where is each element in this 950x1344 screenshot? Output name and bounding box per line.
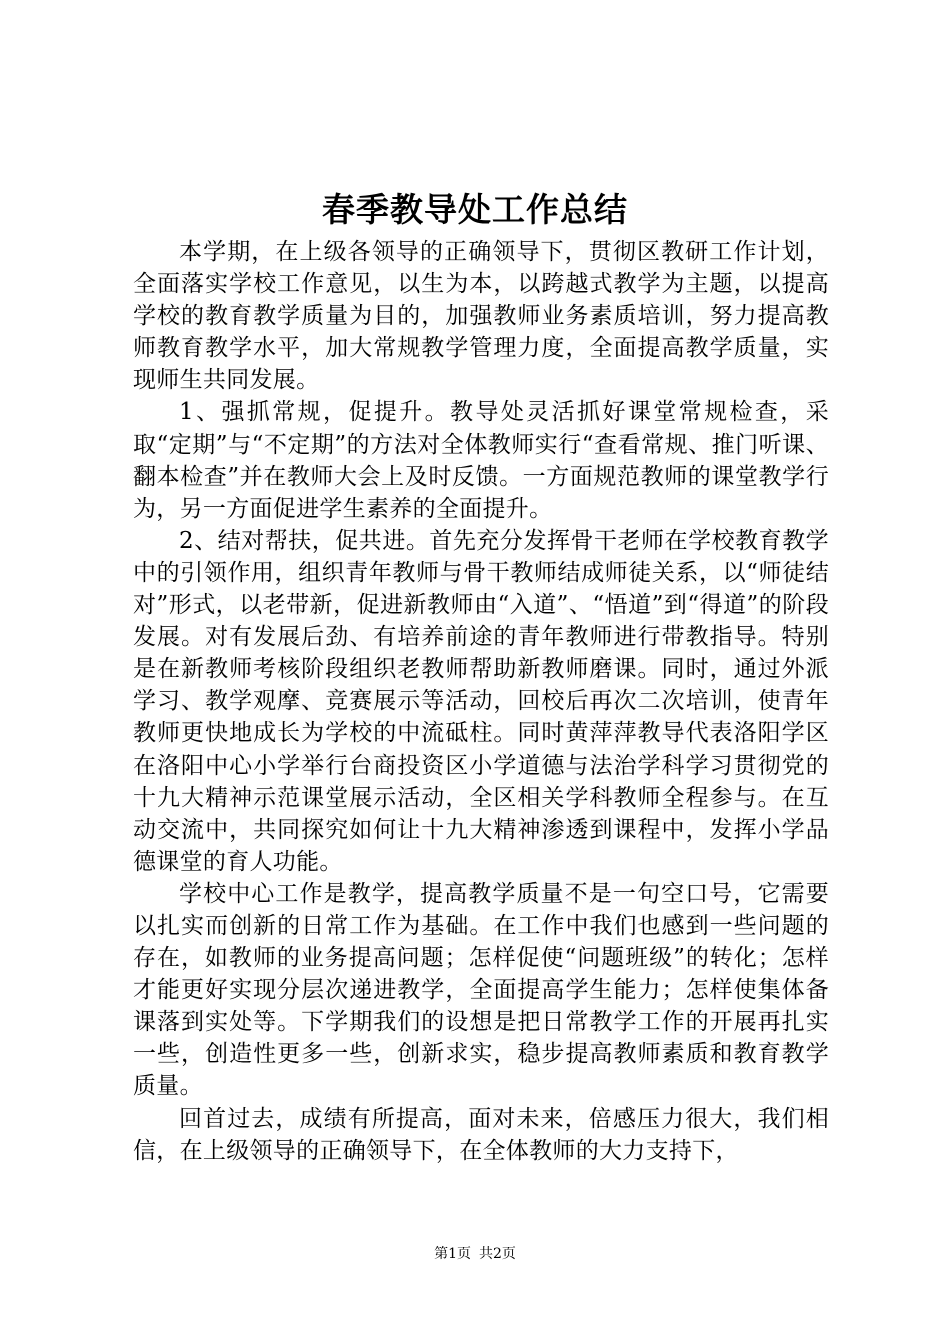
document-title: 春季教导处工作总结 bbox=[322, 190, 628, 229]
page-footer bbox=[0, 1244, 950, 1264]
paragraph-item-2: 2、结对帮扶，促共进。首先充分发挥骨干老师在学校教育教学中的引领作用，组织青年教师与骨干教师结成师徒关系，以“师徒结对”形式，以老带新，促进新教师由“入道”、“悟道”到“得道”的阶段发展。对有发展后劲、有培养前途的青年教师进行带教指导。特别是在新教师考核阶段组织老教师帮助新教师磨课。同时，通过外派学习、教学观摩、竞赛展示等活动，回校后再次二次培训，使青年教师更快地成长为学校的中流砥柱。同时黄萍萍教导代表洛阳学区在洛阳中心小学举行台商投资区小学道德与法治学科学习贯彻党的十九大精神示范课堂展示活动，全区相关学科教师全程参与。在互动交流中，共同探究如何让十九大精神渗透到课程中，发挥小学品德课堂的育人功能。 bbox=[133, 527, 829, 875]
paragraph-intro: 本学期，在上级各领导的正确领导下，贯彻区教研工作计划，全面落实学校工作意见，以生为本，以跨越式教学为主题，以提高学校的教育教学质量为目的，加强教师业务素质培训，努力提高教师教育教学水平，加大常规教学管理力度，全面提高教学质量，实现师生共同发展。 bbox=[133, 239, 829, 394]
paragraph-item-1: 1、强抓常规，促提升。教导处灵活抓好课堂常规检查，采取“定期”与“不定期”的方法对全体教师实行“查看常规、推门听课、翻本检查”并在教师大会上及时反馈。一方面规范教师的课堂教学行为，另一方面促进学生素养的全面提升。 bbox=[133, 399, 829, 522]
paragraph-conclusion: 回首过去，成绩有所提高，面对未来，倍感压力很大，我们相信，在上级领导的正确领导下，在全体教师的大力支持下， bbox=[133, 1105, 829, 1164]
page-number-total: 共2页 bbox=[479, 1246, 516, 1262]
paragraph-issues: 学校中心工作是教学，提高教学质量不是一句空口号，它需要以扎实而创新的日常工作为基础。在工作中我们也感到一些问题的存在，如教师的业务提高问题；怎样促使“问题班级”的转化；怎样才能更好实现分层次递进教学，全面提高学生能力；怎样使集体备课落到实处等。下学期我们的设想是把日常教学工作的开展再扎实一些，创造性更多一些，创新求实，稳步提高教师素质和教育教学质量。 bbox=[133, 880, 829, 1100]
page-number-current: 第1页 bbox=[434, 1246, 471, 1262]
document-body bbox=[133, 236, 829, 1167]
